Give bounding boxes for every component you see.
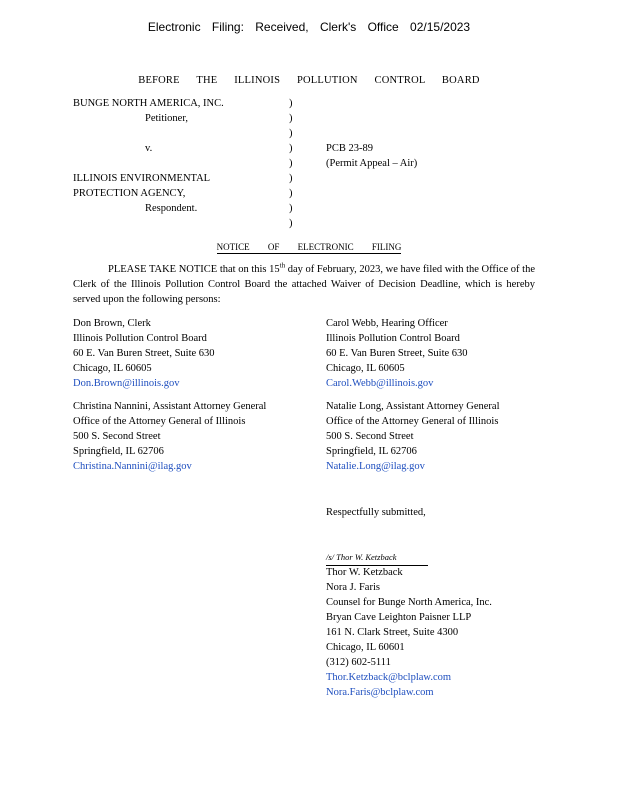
service-contact-carol-webb [326,316,468,391]
counsel-line: Counsel for Bunge North America, Inc. [326,597,492,608]
counsel-signature-block [326,565,492,700]
versus-label: v. [145,143,153,154]
email-link[interactable]: Thor.Ketzback@bclplaw.com [326,672,452,683]
case-info [326,141,417,171]
contact-line: 60 E. Van Buren Street, Suite 630 [73,348,215,359]
petitioner-name: BUNGE NORTH AMERICA, INC. [73,98,224,109]
paren: ) [289,158,293,169]
notice-ordinal-suffix: th [279,261,286,270]
case-type: (Permit Appeal – Air) [326,158,418,169]
contact-line: Office of the Attorney General of Illinois [73,416,246,427]
email-link[interactable]: Carol.Webb@illinois.gov [326,378,434,389]
paren: ) [289,218,293,229]
caption-parentheses [289,96,293,231]
notice-text-part2: day of February, 2023, we have filed with the Office of the Clerk of the Illinois Pollution Control Board the attached Waiver of Decision Deadline, which is hereby served upon the following persons: [73,264,535,305]
counsel-line: Chicago, IL 60601 [326,642,405,653]
email-link[interactable]: Christina.Nannini@ilag.gov [73,461,192,472]
court-title: BEFORE THE ILLINOIS POLLUTION CONTROL BOARD [138,75,480,86]
signature-line [326,550,428,566]
notice-paragraph [73,262,535,307]
petitioner-role: Petitioner, [145,113,189,124]
contact-line: Chicago, IL 60605 [73,363,152,374]
contact-line: Illinois Pollution Control Board [73,333,207,344]
service-contact-don-brown [73,316,215,391]
contact-line: Natalie Long, Assistant Attorney General [326,401,500,412]
contact-line: Don Brown, Clerk [73,318,151,329]
email-link[interactable]: Natalie.Long@ilag.gov [326,461,425,472]
paren: ) [289,98,293,109]
service-contact-christina-nannini [73,399,266,474]
contact-line: Chicago, IL 60605 [326,363,405,374]
case-caption-parties [73,96,224,216]
contact-line: Springfield, IL 62706 [73,446,164,457]
paren: ) [289,143,293,154]
email-link[interactable]: Nora.Faris@bclplaw.com [326,687,434,698]
contact-line: 500 S. Second Street [73,431,161,442]
contact-line: Carol Webb, Hearing Officer [326,318,448,329]
contact-line: Office of the Attorney General of Illinois [326,416,499,427]
contact-line: Springfield, IL 62706 [326,446,417,457]
notice-text-part1: PLEASE TAKE NOTICE that on this 15 [108,264,280,275]
counsel-line: Nora J. Faris [326,582,380,593]
contact-line: Illinois Pollution Control Board [326,333,460,344]
contact-line: 60 E. Van Buren Street, Suite 630 [326,348,468,359]
counsel-line: Bryan Cave Leighton Paisner LLP [326,612,472,623]
counsel-line: Thor W. Ketzback [326,567,403,578]
paren: ) [289,203,293,214]
counsel-line: (312) 602-5111 [326,657,391,668]
counsel-line: 161 N. Clark Street, Suite 4300 [326,627,459,638]
case-number: PCB 23-89 [326,143,373,154]
paren: ) [289,188,293,199]
email-link[interactable]: Don.Brown@illinois.gov [73,378,180,389]
contact-line: Christina Nannini, Assistant Attorney General [73,401,267,412]
respectfully-submitted: Respectfully submitted, [326,507,426,518]
contact-line: 500 S. Second Street [326,431,414,442]
service-contact-natalie-long [326,399,500,474]
notice-title-text: NOTICE OF ELECTRONIC FILING [216,242,402,252]
notice-title [0,240,618,255]
paren: ) [289,173,293,184]
respondent-name-line1: ILLINOIS ENVIRONMENTAL [73,173,211,184]
paren: ) [289,113,293,124]
respondent-role: Respondent. [145,203,198,214]
filing-stamp: Electronic Filing: Received, Clerk's Office 02/15/2023 [147,20,471,34]
electronic-signature: /s/ Thor W. Ketzback [326,550,428,566]
paren: ) [289,128,293,139]
respondent-name-line2: PROTECTION AGENCY, [73,188,186,199]
